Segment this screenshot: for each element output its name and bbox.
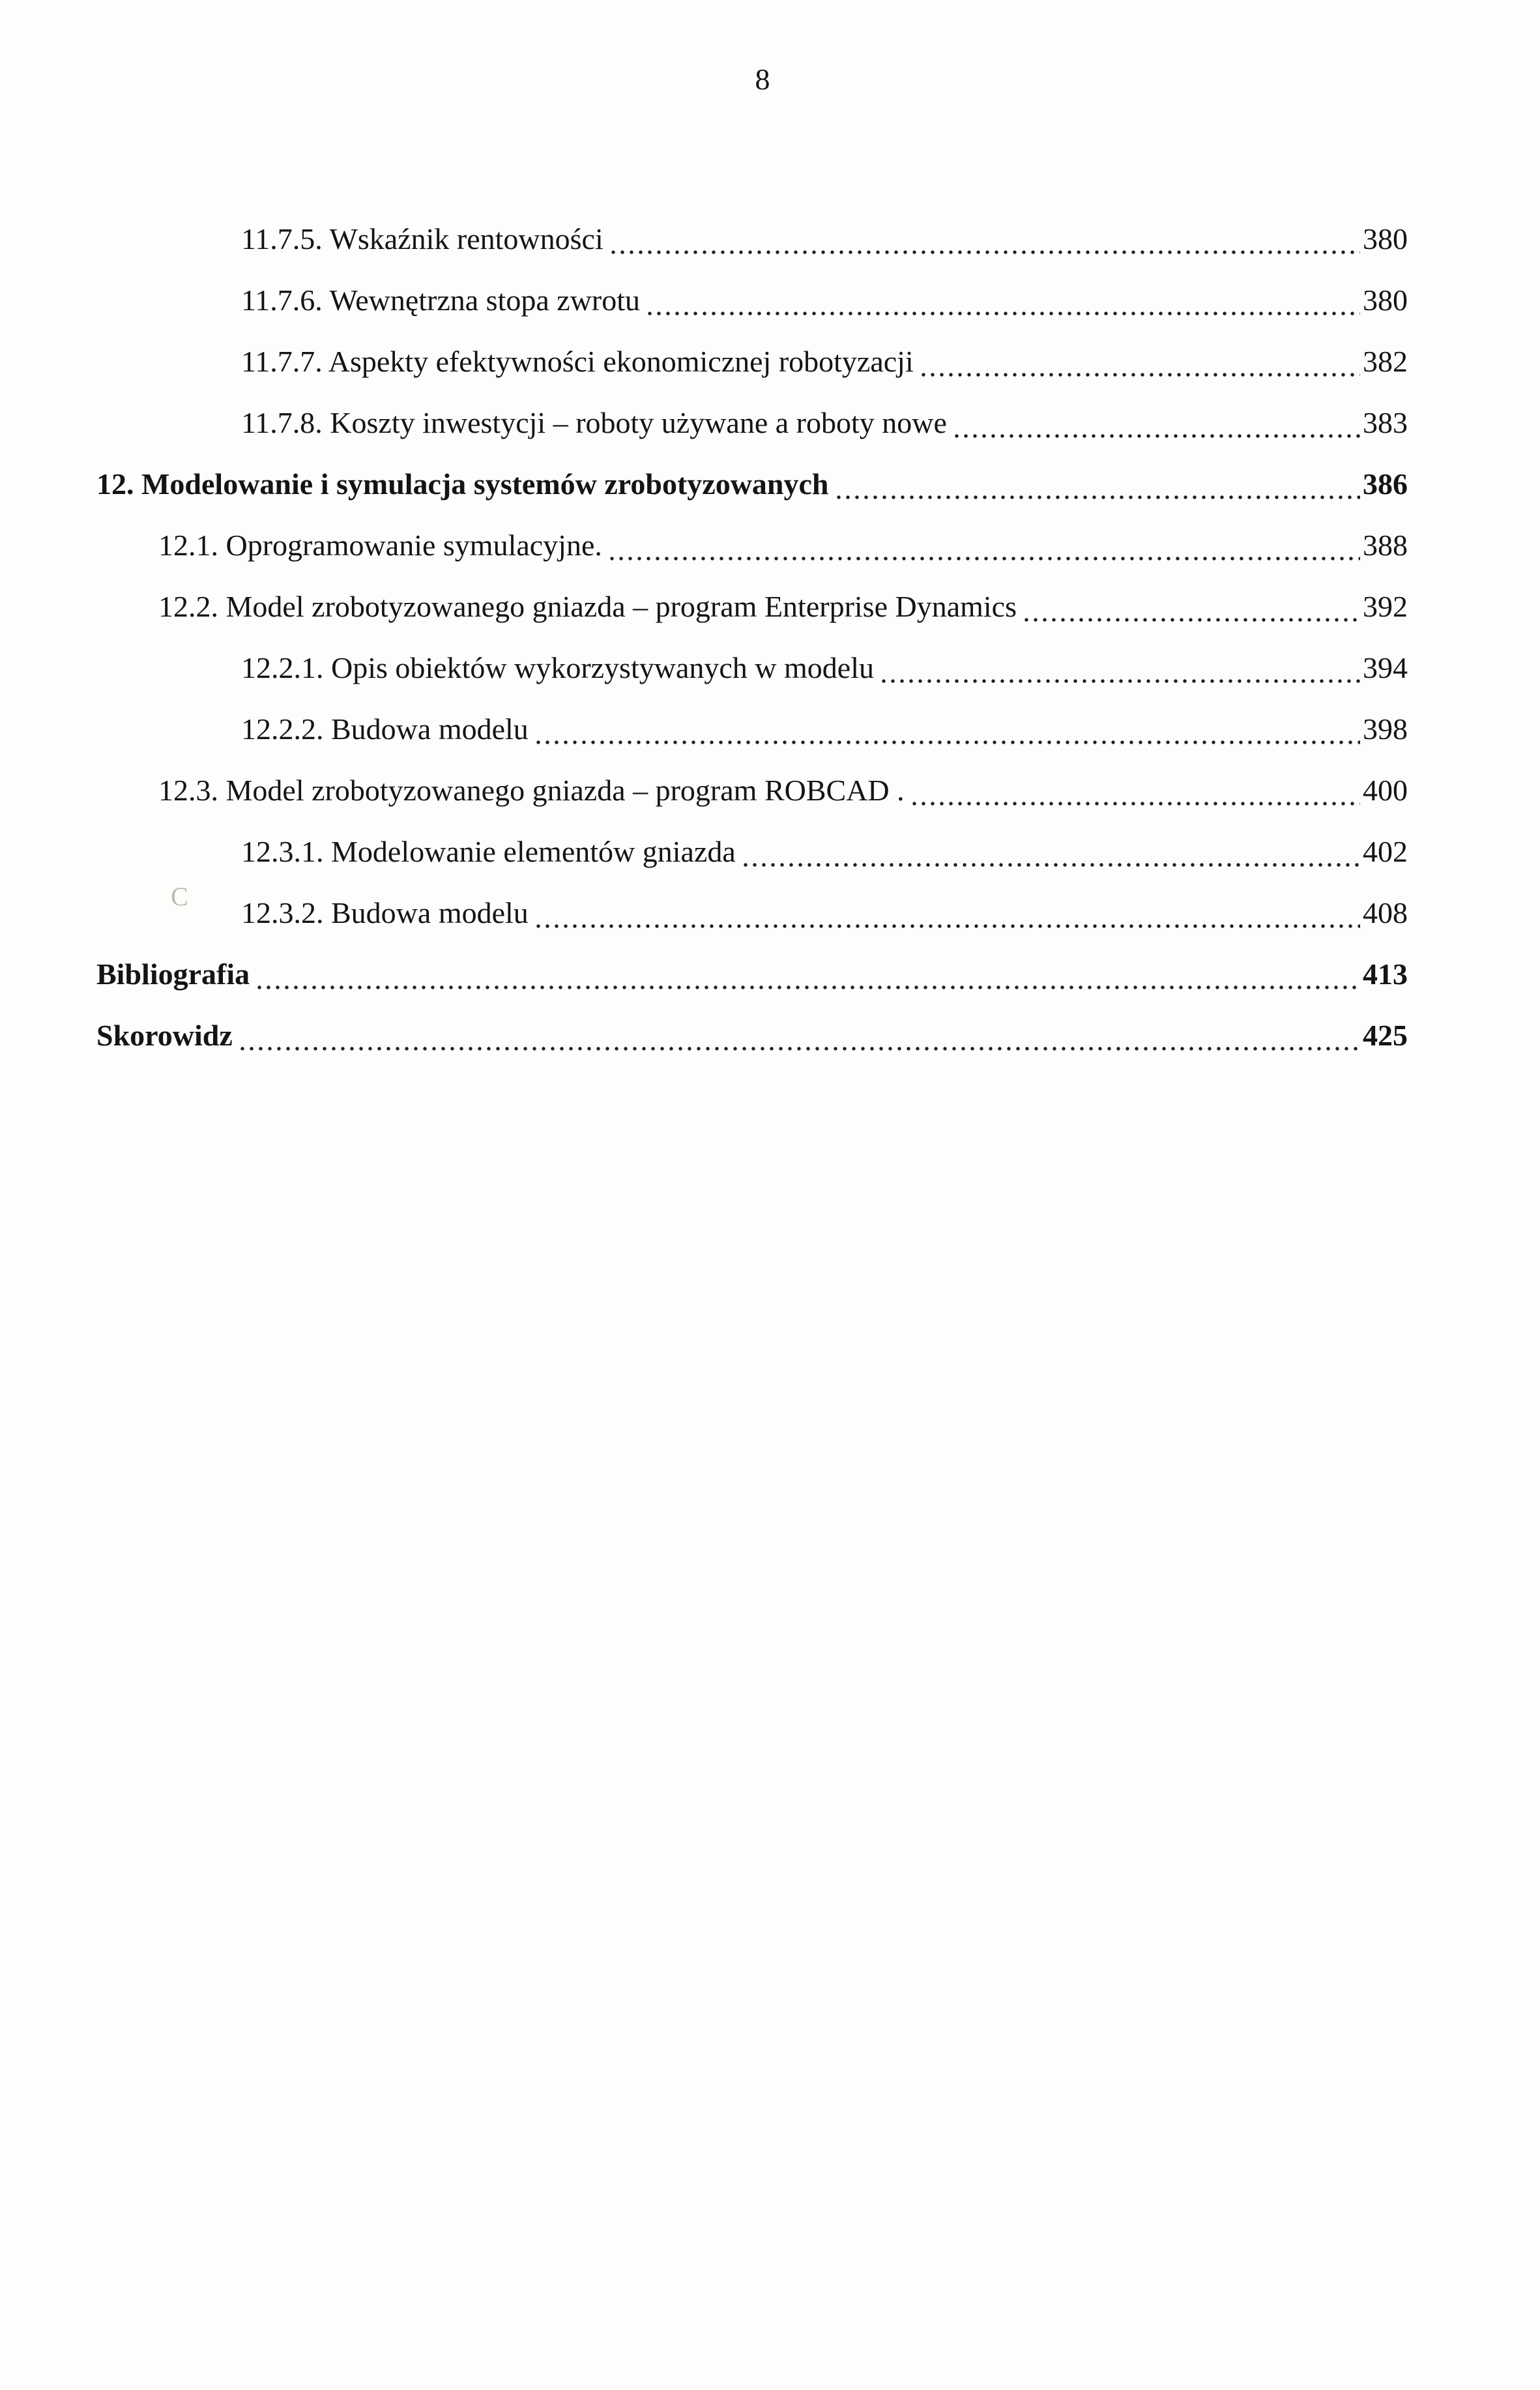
toc-entry-page: 388 — [1363, 529, 1408, 562]
toc-entry-page: 380 — [1363, 284, 1408, 317]
dot-leader — [741, 860, 1360, 869]
dot-leader — [1022, 615, 1360, 624]
toc-entry-label: 12.3. Model zrobotyzowanego gniazda – program ROBCAD . — [158, 774, 905, 807]
page-number: 8 — [755, 63, 770, 96]
dot-leader — [919, 370, 1360, 379]
toc-entry — [96, 944, 1408, 1005]
scan-artifact-mark: C — [171, 882, 188, 911]
dot-leader — [609, 248, 1360, 257]
dot-leader — [238, 1044, 1360, 1053]
toc-entry-label: Skorowidz — [96, 1019, 233, 1052]
toc-entry-page: 394 — [1363, 651, 1408, 684]
toc-entry — [96, 515, 1408, 576]
toc-entry-page: 383 — [1363, 406, 1408, 439]
toc-entry — [96, 331, 1408, 392]
toc-entry-page: 380 — [1363, 222, 1408, 255]
toc-entry-label: 12.2. Model zrobotyzowanego gniazda – program Enterprise Dynamics — [158, 590, 1017, 623]
toc-entry-page: 402 — [1363, 835, 1408, 868]
toc-entry-label: 12.3.1. Modelowanie elementów gniazda — [241, 835, 736, 868]
dot-leader — [879, 677, 1360, 686]
toc-entry — [96, 760, 1408, 821]
toc-entry-label: 11.7.8. Koszty inwestycji – roboty używane a roboty nowe — [241, 406, 947, 439]
dot-leader — [534, 922, 1360, 931]
dot-leader — [834, 493, 1361, 502]
toc-entry-page: 382 — [1363, 345, 1408, 378]
toc-entry-page: 400 — [1363, 774, 1408, 807]
toc-entry — [96, 454, 1408, 515]
toc-entry — [96, 1005, 1408, 1066]
dot-leader — [910, 799, 1360, 808]
toc-entry — [96, 209, 1408, 270]
dot-leader — [952, 431, 1360, 441]
toc-entry-label: 12.2.2. Budowa modelu — [241, 712, 529, 746]
dot-leader — [607, 554, 1360, 563]
toc-entry — [96, 699, 1408, 760]
toc-entry-page: 413 — [1363, 957, 1408, 991]
dot-leader — [645, 309, 1360, 318]
toc-entry — [96, 576, 1408, 637]
toc-entry — [96, 637, 1408, 699]
toc-entry — [96, 882, 1408, 944]
toc-entry-label: 11.7.7. Aspekty efektywności ekonomicznej robotyzacji — [241, 345, 914, 378]
toc-entry-page: 408 — [1363, 896, 1408, 929]
toc-entry — [96, 392, 1408, 454]
toc-entry — [96, 270, 1408, 331]
toc-entry — [96, 821, 1408, 882]
toc-entry-label: 12.3.2. Budowa modelu — [241, 896, 529, 929]
toc-entry-label: 11.7.5. Wskaźnik rentowności — [241, 222, 603, 255]
toc-entry-page: 425 — [1363, 1019, 1408, 1052]
toc-entry-label: 12. Modelowanie i symulacja systemów zrobotyzowanych — [96, 467, 829, 501]
toc-entry-label: 11.7.6. Wewnętrzna stopa zwrotu — [241, 284, 641, 317]
toc-entry-label: Bibliografia — [96, 957, 250, 991]
toc-entry-label: 12.1. Oprogramowanie symulacyjne. — [158, 529, 602, 562]
dot-leader — [255, 983, 1360, 992]
toc-entry-label: 12.2.1. Opis obiektów wykorzystywanych w modelu — [241, 651, 874, 684]
toc-entry-page: 386 — [1363, 467, 1408, 501]
table-of-contents — [96, 209, 1408, 1066]
toc-entry-page: 392 — [1363, 590, 1408, 623]
toc-entry-page: 398 — [1363, 712, 1408, 746]
dot-leader — [534, 738, 1360, 747]
